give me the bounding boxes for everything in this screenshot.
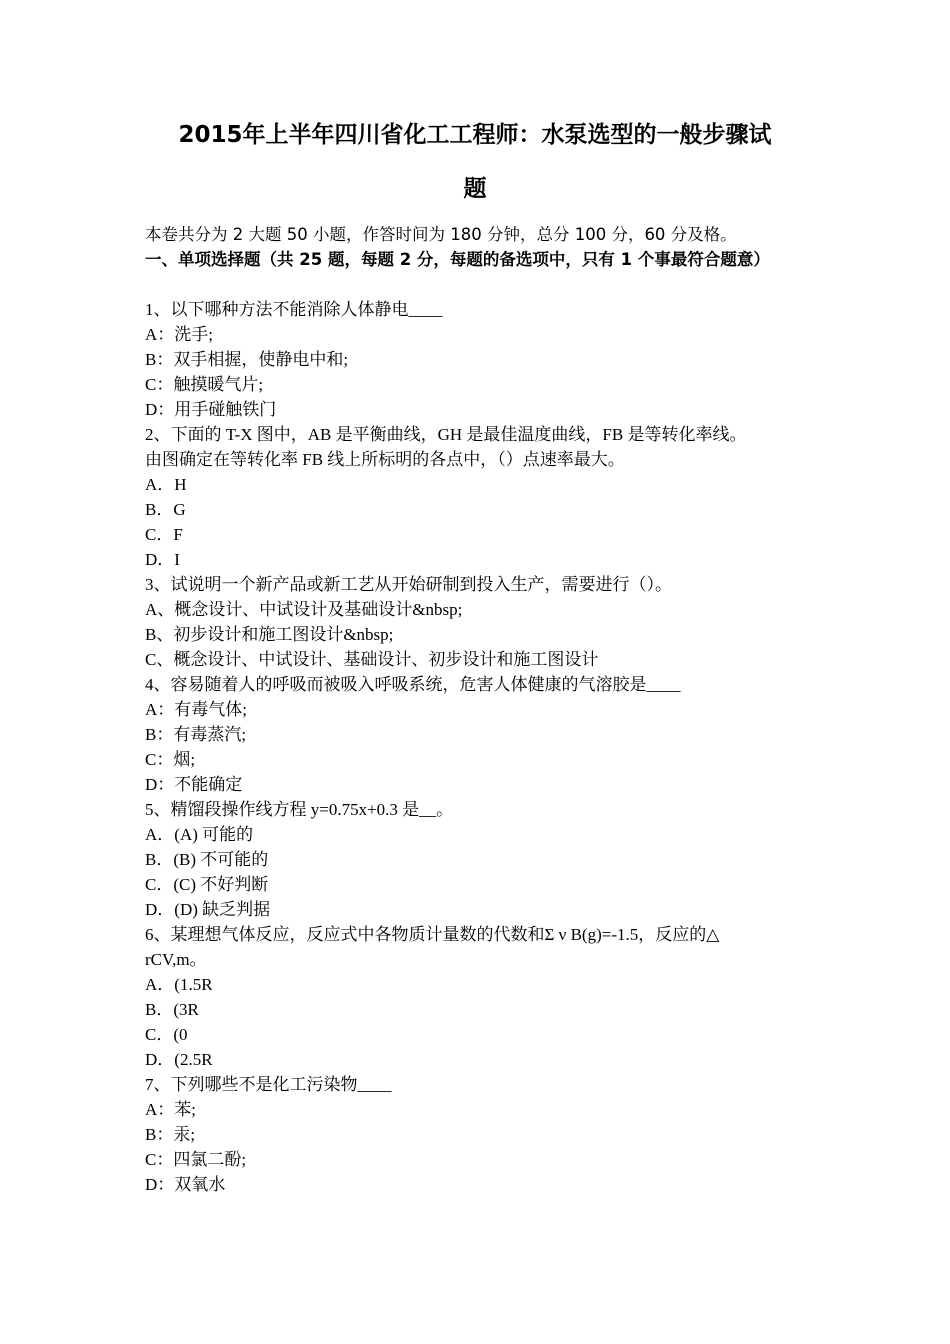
section-heading: 一、单项选择题（共 25 题，每题 2 分，每题的备选项中，只有 1 个事最符合题意） [145,250,770,269]
question-line: 3、试说明一个新产品或新工艺从开始研制到投入生产，需要进行（）。 [145,575,672,594]
question-line: B．(B) 不可能的 [145,850,269,869]
question-line: 2、下面的 T-X 图中，AB 是平衡曲线，GH 是最佳温度曲线，FB 是等转化率线。 [145,425,747,444]
question-line: B：有毒蒸汽; [145,725,247,744]
question-line: 7、下列哪些不是化工污染物____ [145,1075,392,1094]
question-line: 由图确定在等转化率 FB 线上所标明的各点中，（）点速率最大。 [145,450,625,469]
question-line: D：用手碰触铁门 [145,400,277,419]
question-line: D．I [145,550,180,569]
question-line: A：洗手; [145,325,213,344]
question-line: A．(1.5R [145,975,213,994]
question-line: B．(3R [145,1000,199,1019]
question-line: 5、精馏段操作线方程 y=0.75x+0.3 是__。 [145,800,454,819]
exam-intro: 本卷共分为 2 大题 50 小题，作答时间为 180 分钟，总分 100 分，60 分及格。 [145,225,737,244]
question-line: C、概念设计、中试设计、基础设计、初步设计和施工图设计 [145,650,599,669]
title-line-2: 题 [463,176,487,202]
question-list [145,297,825,1197]
question-line: 6、某理想气体反应，反应式中各物质计量数的代数和Σ ν B(g)=-1.5，反应的△ [145,925,720,944]
question-line: A．H [145,475,187,494]
question-line: C：四氯二酚; [145,1150,247,1169]
question-line: B：汞; [145,1125,196,1144]
question-line: 4、容易随着人的呼吸而被吸入呼吸系统，危害人体健康的气溶胶是____ [145,675,681,694]
title-line-1: 2015年上半年四川省化工工程师：水泵选型的一般步骤试 [178,122,772,148]
question-line: C．F [145,525,183,544]
question-line: rCV,m。 [145,950,207,969]
question-line: B、初步设计和施工图设计&nbsp; [145,625,394,644]
question-line: D：不能确定 [145,775,243,794]
question-line: 1、以下哪种方法不能消除人体静电____ [145,300,443,319]
question-line: C：烟; [145,750,196,769]
question-line: C：触摸暖气片; [145,375,264,394]
question-line: B：双手相握，使静电中和; [145,350,349,369]
question-line: A：有毒气体; [145,700,247,719]
question-line: C．(0 [145,1025,188,1044]
question-line: B．G [145,500,186,519]
question-line: C．(C) 不好判断 [145,875,269,894]
question-line: A、概念设计、中试设计及基础设计&nbsp; [145,600,463,619]
question-line: D．(2.5R [145,1050,213,1069]
question-line: A：苯; [145,1100,196,1119]
question-line: A．(A) 可能的 [145,825,254,844]
question-line: D：双氧水 [145,1175,226,1194]
question-line: D．(D) 缺乏判据 [145,900,271,919]
